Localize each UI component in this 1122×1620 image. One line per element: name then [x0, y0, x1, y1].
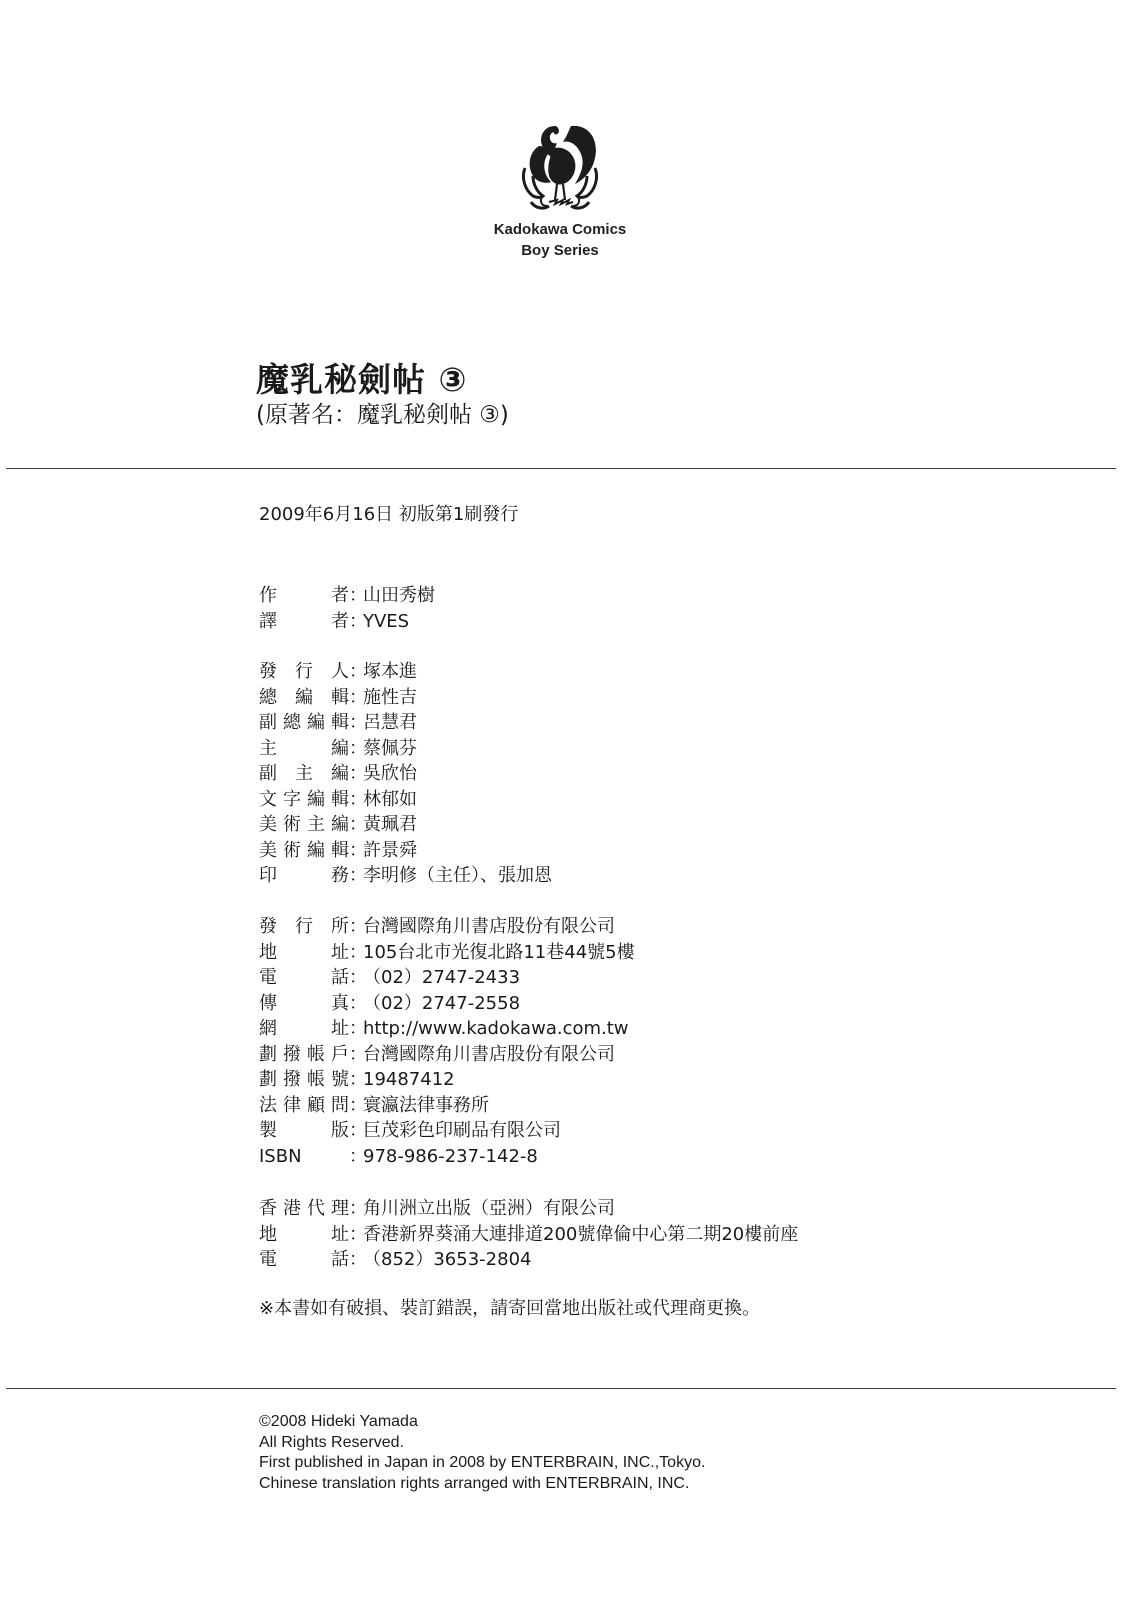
credit-value: 寰瀛法律事務所 [363, 1094, 489, 1116]
credit-label: 電話 [259, 1249, 349, 1270]
publisher-logo [470, 118, 650, 260]
website-url: http://www.kadokawa.com.tw [363, 1018, 629, 1039]
credit-label: 製版 [259, 1120, 349, 1141]
credit-value: 香港新界葵涌大連排道200號偉倫中心第二期20樓前座 [363, 1223, 799, 1245]
credit-label: 電話 [259, 967, 349, 988]
credit-separator: ： [349, 610, 367, 632]
issue-date: 2009年6月16日 初版第1刷發行 [259, 504, 519, 525]
book-title: 魔乳秘劍帖 ③ [256, 360, 468, 399]
credit-value: 塚本進 [363, 661, 417, 682]
credit-row [259, 965, 635, 991]
copyright-line: ©2008 Hideki Yamada [259, 1413, 418, 1430]
credit-value: 吳欣怡 [363, 763, 417, 784]
credit-label: 劃撥帳號 [259, 1069, 349, 1090]
logo-line-1: Kadokawa Comics [493, 221, 627, 238]
credit-value: 山田秀樹 [363, 585, 435, 606]
divider-top [6, 468, 1116, 469]
credit-value: 台灣國際角川書店股份有限公司 [363, 1043, 615, 1065]
credit-separator: ： [349, 1198, 367, 1219]
credits-author-translator [259, 583, 435, 634]
phoenix-emblem-icon [519, 118, 601, 218]
credit-label: 法律顧問 [259, 1094, 349, 1116]
translation-rights-line: Chinese translation rights arranged with ENTERBRAIN, INC. [259, 1474, 690, 1492]
credit-label: 主編 [259, 737, 349, 759]
credit-separator: ： [349, 712, 367, 733]
credit-row [259, 838, 552, 864]
credit-row [259, 1118, 635, 1144]
credit-row [259, 710, 552, 736]
credit-label: 文字編輯 [259, 788, 349, 810]
credit-row [259, 812, 552, 838]
credit-row [259, 940, 635, 966]
credit-label: 副主編 [259, 763, 349, 784]
credits-hk-agent [259, 1196, 798, 1273]
credit-value: 105台北市光復北路11巷44號5樓 [363, 941, 635, 963]
credit-separator: ： [349, 941, 367, 963]
credit-row [259, 685, 552, 711]
credit-row [259, 583, 435, 609]
credit-separator: ： [349, 839, 367, 861]
credit-separator: ： [349, 661, 367, 682]
credit-separator: ： [349, 1120, 367, 1141]
credit-row [259, 1247, 798, 1273]
credit-row [259, 863, 552, 889]
credit-value: 台灣國際角川書店股份有限公司 [363, 916, 615, 937]
credit-row [259, 787, 552, 813]
credit-separator: ： [349, 737, 367, 759]
credit-row [259, 1067, 635, 1093]
credit-separator: ： [349, 1249, 367, 1270]
credit-label: 美術主編 [259, 814, 349, 835]
credit-row [259, 914, 635, 940]
first-published-line: First published in Japan in 2008 by ENTERBRAIN, INC.,Tokyo. [259, 1454, 706, 1471]
credit-value: （852）3653-2804 [363, 1249, 532, 1270]
credit-value: 蔡佩芬 [363, 737, 417, 759]
credit-label: ISBN [259, 1145, 302, 1167]
credit-value: （02）2747-2558 [363, 992, 521, 1014]
credit-row [259, 1196, 798, 1222]
credit-value: 林郁如 [363, 788, 417, 810]
credit-value: 呂慧君 [363, 712, 417, 733]
credit-label: 總編輯 [259, 686, 349, 708]
credit-value: 角川洲立出版（亞洲）有限公司 [363, 1198, 615, 1219]
credit-row [259, 736, 552, 762]
credit-value: 施性吉 [363, 686, 417, 708]
credit-row [259, 1016, 635, 1042]
credit-value: 李明修（主任）、張加恩 [363, 865, 552, 886]
copyright-block [259, 1412, 705, 1494]
credit-separator: ： [349, 1069, 367, 1090]
credit-separator: ： [349, 763, 367, 784]
credit-row [259, 659, 552, 685]
credit-row [259, 1144, 635, 1170]
credit-separator: ： [349, 686, 367, 708]
rights-line: All Rights Reserved. [259, 1433, 404, 1451]
replacement-notice: ※本書如有破損、裝訂錯誤，請寄回當地出版社或代理商更換。 [259, 1298, 761, 1319]
credit-label: 發行所 [259, 916, 349, 937]
isbn-value: 978-986-237-142-8 [363, 1145, 538, 1167]
credit-row [259, 991, 635, 1017]
credit-separator: ： [349, 788, 367, 810]
credit-label: 地址 [259, 941, 349, 963]
credit-separator: ： [349, 1094, 367, 1116]
credit-row [259, 1222, 798, 1248]
original-title: (原著名：魔乳秘剣帖 ③) [256, 402, 509, 428]
credit-row [259, 609, 435, 635]
credits-publisher-info [259, 914, 635, 1169]
credit-separator: ： [349, 1043, 367, 1065]
credit-label: 地址 [259, 1223, 349, 1245]
credit-separator: ： [349, 585, 367, 606]
credit-separator: ： [349, 865, 367, 886]
credit-separator: ： [349, 992, 367, 1014]
credit-value: YVES [363, 610, 410, 632]
credit-value: （02）2747-2433 [363, 967, 521, 988]
credit-label: 作者 [259, 585, 349, 606]
credit-row [259, 1042, 635, 1068]
credit-label: 副總編輯 [259, 712, 349, 733]
credit-separator: ： [349, 1018, 367, 1039]
divider-bottom [6, 1388, 1116, 1389]
credit-label: 美術編輯 [259, 839, 349, 861]
credit-label: 網址 [259, 1018, 349, 1039]
credit-value: 黃珮君 [363, 814, 417, 835]
credit-label: 譯者 [259, 610, 349, 632]
credit-label: 劃撥帳戶 [259, 1043, 349, 1065]
credit-value: 許景舜 [363, 839, 417, 861]
credit-label: 傳真 [259, 992, 349, 1014]
credit-row [259, 1093, 635, 1119]
logo-line-2: Boy Series [521, 242, 599, 259]
credit-separator: ： [349, 1145, 367, 1167]
credit-separator: ： [349, 1223, 367, 1245]
credit-separator: ： [349, 916, 367, 937]
credit-value: 19487412 [363, 1069, 455, 1090]
credit-value: 巨茂彩色印刷品有限公司 [363, 1120, 561, 1141]
credit-separator: ： [349, 814, 367, 835]
title-block [256, 360, 509, 430]
credit-label: 香港代理 [259, 1198, 349, 1219]
credits-editorial-staff [259, 659, 552, 889]
credit-row [259, 761, 552, 787]
credit-separator: ： [349, 967, 367, 988]
credit-label: 印務 [259, 865, 349, 886]
credit-label: 發行人 [259, 661, 349, 682]
